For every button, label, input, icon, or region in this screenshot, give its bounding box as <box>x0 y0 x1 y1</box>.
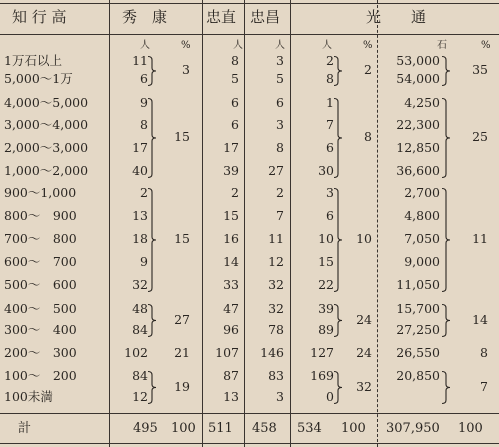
totals-mitsumichi-koku: 307,950 <box>386 421 440 436</box>
column-divider <box>109 0 110 447</box>
group-brace <box>148 371 158 404</box>
group-brace <box>442 98 452 178</box>
cell-mitsumichi-koku: 20,850 <box>396 368 440 383</box>
group-brace <box>334 98 344 178</box>
group-brace <box>442 56 452 86</box>
group-percent-mitsumichi-koku: 11 <box>472 231 488 246</box>
unit-person: 人 <box>275 40 285 51</box>
cell-tadamasa: 32 <box>268 277 284 292</box>
cell-mitsumichi-persons: 22 <box>318 277 334 292</box>
cell-tadanao: 2 <box>231 185 239 200</box>
cell-tadanao: 87 <box>223 368 239 383</box>
cell-tadanao: 13 <box>223 389 239 404</box>
group-percent-hidekiyasu: 15 <box>174 231 190 246</box>
group-percent-mitsumichi-koku: 35 <box>472 62 488 77</box>
cell-mitsumichi-koku: 26,550 <box>396 345 440 360</box>
cell-hidekiyasu: 102 <box>124 345 148 360</box>
group-brace <box>442 304 452 337</box>
cell-mitsumichi-persons: 7 <box>326 117 334 132</box>
cell-mitsumichi-persons: 2 <box>326 53 334 68</box>
row-label: 200～ 300 <box>4 345 77 360</box>
cell-hidekiyasu: 84 <box>132 322 148 337</box>
row-label: 1,000～2,000 <box>4 163 89 178</box>
unit-person: 人 <box>322 40 332 51</box>
cell-mitsumichi-koku: 15,700 <box>396 301 440 316</box>
cell-tadanao: 16 <box>223 231 239 246</box>
group-percent-mitsumichi-koku: 7 <box>480 378 488 394</box>
group-percent-mitsumichi-persons: 32 <box>356 378 372 394</box>
cell-mitsumichi-persons: 3 <box>326 185 334 200</box>
cell-tadamasa: 7 <box>276 208 284 223</box>
cell-mitsumichi-persons: 6 <box>326 140 334 155</box>
cell-tadamasa: 2 <box>276 185 284 200</box>
unit-person: 人 <box>140 40 150 51</box>
unit-koku: 石 <box>437 40 447 51</box>
cell-mitsumichi-persons: 127 <box>310 345 334 360</box>
cell-tadamasa: 78 <box>268 322 284 337</box>
cell-tadanao: 5 <box>231 71 239 86</box>
group-percent-mitsumichi-persons: 8 <box>364 129 372 144</box>
column-divider-dashed <box>377 0 378 447</box>
header-hidekiyasu: 秀 康 <box>122 8 168 26</box>
header-mitsumichi: 光 通 <box>366 8 427 26</box>
cell-tadamasa: 3 <box>276 117 284 132</box>
cell-mitsumichi-persons: 1 <box>326 95 334 110</box>
cell-mitsumichi-persons: 10 <box>318 231 334 246</box>
header-tadamasa: 忠昌 <box>250 8 281 26</box>
cell-hidekiyasu: 2 <box>140 185 148 200</box>
unit-percent: % <box>181 40 191 51</box>
cell-tadanao: 6 <box>231 95 239 110</box>
group-percent-mitsumichi-koku: 14 <box>472 311 488 327</box>
group-brace <box>334 188 344 292</box>
cell-tadamasa: 12 <box>268 254 284 269</box>
group-percent-mitsumichi-persons: 2 <box>364 62 372 77</box>
cell-mitsumichi-persons: 89 <box>318 322 334 337</box>
header-stipend-label: 知 行 高 <box>12 8 67 26</box>
group-percent-hidekiyasu: 19 <box>174 378 190 394</box>
cell-mitsumichi-koku: 9,000 <box>404 254 440 269</box>
unit-person: 人 <box>233 40 243 51</box>
cell-tadanao: 17 <box>223 140 239 155</box>
rule-totals <box>0 413 499 414</box>
cell-tadanao: 33 <box>223 277 239 292</box>
cell-hidekiyasu: 48 <box>132 301 148 316</box>
cell-mitsumichi-persons: 6 <box>326 208 334 223</box>
cell-mitsumichi-koku: 54,000 <box>396 71 440 86</box>
unit-percent: % <box>481 40 491 51</box>
group-brace <box>334 304 344 337</box>
rule-header <box>0 34 499 35</box>
cell-mitsumichi-persons: 15 <box>318 254 334 269</box>
cell-tadanao: 96 <box>223 322 239 337</box>
group-percent-mitsumichi-persons: 10 <box>356 231 372 246</box>
group-percent-hidekiyasu: 3 <box>182 62 190 77</box>
row-label: 100未満 <box>4 389 53 404</box>
totals-tadamasa: 458 <box>252 421 277 436</box>
totals-tadanao: 511 <box>208 421 233 436</box>
cell-mitsumichi-koku: 36,600 <box>396 163 440 178</box>
row-label: 900～1,000 <box>4 185 77 200</box>
cell-hidekiyasu: 13 <box>132 208 148 223</box>
totals-hidekiyasu-percent: 100 <box>171 421 196 436</box>
column-divider <box>244 0 245 447</box>
group-brace <box>148 188 158 292</box>
column-divider <box>290 0 291 447</box>
row-label: 700～ 800 <box>4 231 77 246</box>
cell-mitsumichi-koku: 7,050 <box>404 231 440 246</box>
cell-tadanao: 15 <box>223 208 239 223</box>
cell-hidekiyasu: 84 <box>132 368 148 383</box>
unit-percent: % <box>363 40 373 51</box>
totals-mitsumichi-persons-percent: 100 <box>341 421 366 436</box>
cell-mitsumichi-koku: 12,850 <box>396 140 440 155</box>
row-label: 800～ 900 <box>4 208 77 223</box>
group-brace <box>442 188 452 292</box>
group-brace <box>334 56 344 86</box>
cell-tadanao: 6 <box>231 117 239 132</box>
cell-mitsumichi-persons: 39 <box>318 301 334 316</box>
cell-mitsumichi-koku: 53,000 <box>396 53 440 68</box>
cell-tadamasa: 146 <box>260 345 284 360</box>
row-label: 2,000～3,000 <box>4 140 89 155</box>
group-percent-hidekiyasu: 27 <box>174 311 190 327</box>
cell-tadamasa: 5 <box>276 71 284 86</box>
cell-mitsumichi-koku: 4,800 <box>404 208 440 223</box>
cell-hidekiyasu: 9 <box>140 95 148 110</box>
row-label: 100～ 200 <box>4 368 77 383</box>
cell-mitsumichi-persons: 8 <box>326 71 334 86</box>
row-label: 300～ 400 <box>4 322 77 337</box>
cell-mitsumichi-koku: 27,250 <box>396 322 440 337</box>
header-tadanao: 忠直 <box>206 8 237 26</box>
totals-mitsumichi-koku-percent: 100 <box>458 421 483 436</box>
cell-mitsumichi-koku: 22,300 <box>396 117 440 132</box>
cell-tadanao: 107 <box>215 345 239 360</box>
row-label: 4,000～5,000 <box>4 95 89 110</box>
cell-mitsumichi-koku: 11,050 <box>396 277 440 292</box>
cell-hidekiyasu: 9 <box>140 254 148 269</box>
cell-tadamasa: 83 <box>268 368 284 383</box>
row-label: 400～ 500 <box>4 301 77 316</box>
group-brace <box>148 304 158 337</box>
cell-tadamasa: 8 <box>276 140 284 155</box>
cell-hidekiyasu: 40 <box>132 163 148 178</box>
row-label: 5,000～1万 <box>4 71 73 86</box>
cell-tadamasa: 3 <box>276 389 284 404</box>
cell-tadanao: 39 <box>223 163 239 178</box>
cell-mitsumichi-koku: 2,700 <box>404 185 440 200</box>
cell-mitsumichi-persons: 30 <box>318 163 334 178</box>
group-percent-mitsumichi-persons: 24 <box>356 345 372 360</box>
cell-hidekiyasu: 32 <box>132 277 148 292</box>
cell-hidekiyasu: 12 <box>132 389 148 404</box>
cell-mitsumichi-persons: 169 <box>310 368 334 383</box>
group-percent-mitsumichi-koku: 25 <box>472 129 488 144</box>
group-percent-mitsumichi-koku: 8 <box>480 345 488 360</box>
group-brace <box>148 98 158 178</box>
cell-tadamasa: 3 <box>276 53 284 68</box>
group-percent-mitsumichi-persons: 24 <box>356 311 372 327</box>
cell-hidekiyasu: 11 <box>132 53 148 68</box>
rule-bottom <box>0 443 499 444</box>
cell-mitsumichi-koku: 4,250 <box>404 95 440 110</box>
cell-mitsumichi-persons: 0 <box>326 389 334 404</box>
cell-hidekiyasu: 18 <box>132 231 148 246</box>
cell-tadamasa: 32 <box>268 301 284 316</box>
totals-label: 計 <box>18 421 32 436</box>
column-divider <box>202 0 203 447</box>
group-brace <box>148 56 158 86</box>
totals-mitsumichi-persons: 534 <box>297 421 322 436</box>
cell-tadanao: 14 <box>223 254 239 269</box>
group-percent-hidekiyasu: 21 <box>174 345 190 360</box>
cell-hidekiyasu: 6 <box>140 71 148 86</box>
group-percent-hidekiyasu: 15 <box>174 129 190 144</box>
rule-top <box>0 3 499 4</box>
group-brace <box>334 371 344 404</box>
row-label: 500～ 600 <box>4 277 77 292</box>
cell-hidekiyasu: 17 <box>132 140 148 155</box>
row-label: 600～ 700 <box>4 254 77 269</box>
row-label: 3,000～4,000 <box>4 117 89 132</box>
cell-tadamasa: 27 <box>268 163 284 178</box>
row-label: 1万石以上 <box>4 53 62 68</box>
cell-tadamasa: 11 <box>268 231 284 246</box>
totals-hidekiyasu: 495 <box>133 421 158 436</box>
cell-hidekiyasu: 8 <box>140 117 148 132</box>
cell-tadanao: 8 <box>231 53 239 68</box>
cell-tadanao: 47 <box>223 301 239 316</box>
cell-tadamasa: 6 <box>276 95 284 110</box>
group-brace <box>442 371 452 404</box>
